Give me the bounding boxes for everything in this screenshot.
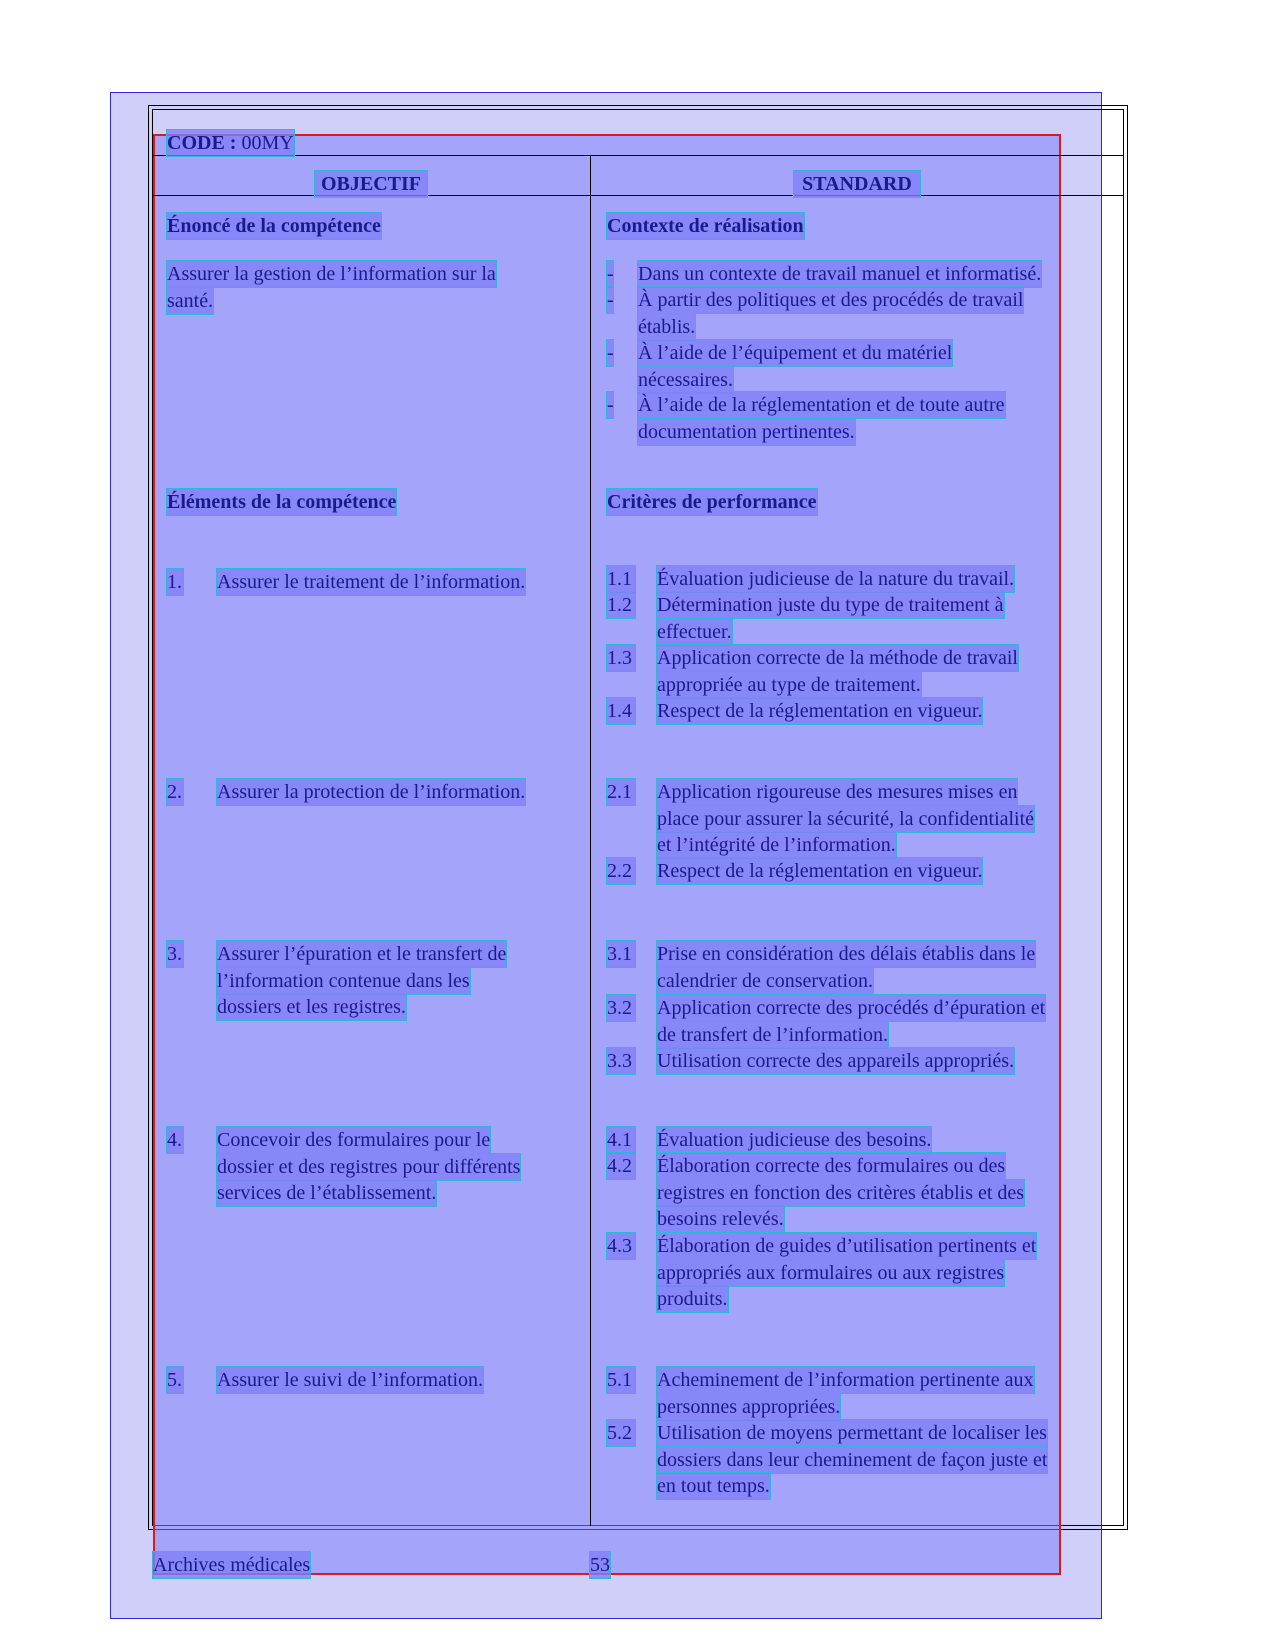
header-objectif: OBJECTIF <box>315 171 427 197</box>
critere-number: 1.2 <box>607 592 635 618</box>
critere-line: Acheminement de l’information pertinente aux <box>657 1369 1034 1391</box>
critere-line: produits. <box>657 1288 728 1310</box>
title-contexte: Contexte de réalisation <box>607 215 804 237</box>
critere-line: et l’intégrité de l’information. <box>657 834 896 856</box>
code-line <box>167 130 294 156</box>
critere-line: Application rigoureuse des mesures mises en <box>657 781 1018 803</box>
critere-line: personnes appropriées. <box>657 1395 841 1418</box>
critere-line: appropriés aux formulaires ou aux registres <box>657 1261 1005 1284</box>
critere-line: Élaboration de guides d’utilisation pertinents et <box>657 1235 1037 1257</box>
critere-line: place pour assurer la sécurité, la confidentialité <box>657 807 1035 830</box>
page-number: 53 <box>590 1554 610 1576</box>
title-criteres: Critères de performance <box>607 491 817 513</box>
critere-line: Prise en considération des délais établis dans le <box>657 943 1036 965</box>
critere-number: 3.2 <box>607 995 635 1021</box>
contexte-line: À l’aide de la réglementation et de toute autre <box>638 394 1005 416</box>
element-number: 4. <box>167 1129 182 1151</box>
critere-number: 4.3 <box>607 1233 635 1259</box>
element-line: Assurer l’épuration et le transfert de <box>217 943 507 965</box>
critere-line: dossiers dans leur cheminement de façon juste et <box>657 1448 1048 1471</box>
contexte-line: nécessaires. <box>638 368 733 391</box>
element-number: 5. <box>167 1369 182 1391</box>
critere-line: effectuer. <box>657 620 732 643</box>
element-line: Assurer le traitement de l’information. <box>217 571 526 593</box>
critere-line: Respect de la réglementation en vigueur. <box>657 700 983 722</box>
critere-line: appropriée au type de traitement. <box>657 673 921 696</box>
column-divider <box>590 155 591 1526</box>
critere-number: 2.1 <box>607 779 635 805</box>
critere-number: 3.3 <box>607 1048 635 1074</box>
contexte-dash: - <box>607 289 614 311</box>
critere-number: 4.1 <box>607 1127 635 1153</box>
element-number: 3. <box>167 943 182 965</box>
element-line: l’information contenue dans les <box>217 969 470 992</box>
critere-line: Respect de la réglementation en vigueur. <box>657 860 983 882</box>
contexte-dash: - <box>607 394 614 416</box>
critere-line: Élaboration correcte des formulaires ou des <box>657 1155 1006 1177</box>
element-line: Assurer la protection de l’information. <box>217 781 526 803</box>
critere-line: Évaluation judicieuse des besoins. <box>657 1129 932 1151</box>
element-line: Assurer le suivi de l’information. <box>217 1369 484 1391</box>
enonce-line: Assurer la gestion de l’information sur la <box>167 263 496 285</box>
critere-line: besoins relevés. <box>657 1208 784 1230</box>
critere-number: 4.2 <box>607 1153 635 1179</box>
element-line: Concevoir des formulaires pour le <box>217 1129 491 1151</box>
critere-line: registres en fonction des critères établis et des <box>657 1181 1025 1204</box>
contexte-line: établis. <box>638 315 696 338</box>
contexte-dash: - <box>607 342 614 364</box>
critere-line: Utilisation correcte des appareils appropriés. <box>657 1050 1015 1072</box>
critere-line: Détermination juste du type de traitement à <box>657 594 1004 616</box>
critere-line: calendrier de conservation. <box>657 969 874 992</box>
title-enonce: Énoncé de la compétence <box>167 215 381 237</box>
code-value: 00MY <box>241 132 294 154</box>
element-line: services de l’établissement. <box>217 1182 437 1204</box>
critere-number: 3.1 <box>607 941 635 967</box>
enonce-line: santé. <box>167 289 214 312</box>
critere-line: de transfert de l’information. <box>657 1023 889 1046</box>
title-elements: Éléments de la compétence <box>167 491 397 513</box>
critere-line: Application correcte de la méthode de travail <box>657 647 1018 669</box>
rule-below-code <box>152 155 1124 156</box>
rule-below-headers <box>152 195 1124 196</box>
code-label: CODE : <box>167 132 237 154</box>
footer-title: Archives médicales <box>153 1554 311 1576</box>
element-number: 1. <box>167 571 182 593</box>
element-line: dossier et des registres pour différents <box>217 1155 521 1178</box>
critere-number: 1.1 <box>607 566 635 592</box>
critere-number: 1.4 <box>607 698 635 724</box>
critere-line: Application correcte des procédés d’épuration et <box>657 997 1046 1019</box>
critere-number: 2.2 <box>607 858 635 884</box>
element-number: 2. <box>167 781 182 803</box>
critere-number: 5.2 <box>607 1420 635 1446</box>
header-standard: STANDARD <box>794 171 920 197</box>
contexte-dash: - <box>607 263 614 285</box>
critere-line: Utilisation de moyens permettant de localiser les <box>657 1422 1047 1444</box>
critere-number: 1.3 <box>607 645 635 671</box>
contexte-line: Dans un contexte de travail manuel et informatisé. <box>638 263 1042 285</box>
element-line: dossiers et les registres. <box>217 996 406 1018</box>
contexte-line: documentation pertinentes. <box>638 420 855 443</box>
critere-number: 5.1 <box>607 1367 635 1393</box>
contexte-line: À l’aide de l’équipement et du matériel <box>638 342 953 364</box>
critere-line: Évaluation judicieuse de la nature du travail. <box>657 568 1015 590</box>
critere-line: en tout temps. <box>657 1475 770 1497</box>
contexte-line: À partir des politiques et des procédés de travail <box>638 289 1024 311</box>
